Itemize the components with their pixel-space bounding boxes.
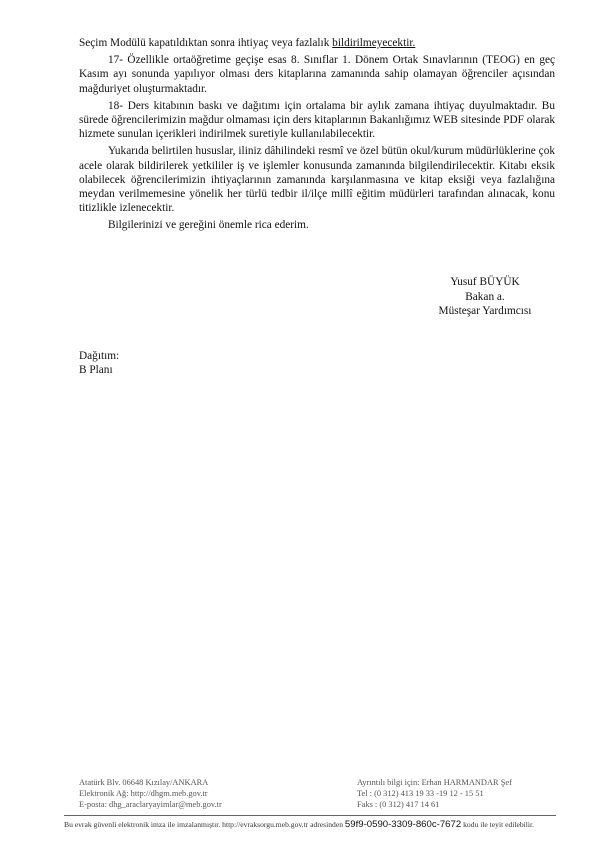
paragraph-closing: Bilgilerinizi ve gereğini önemle rica ederim. [108, 219, 309, 232]
signatory-name: Yusuf BÜYÜK [450, 276, 520, 288]
paragraph-instructions: Yukarıda belirtilen hususlar, iliniz dâhilindeki resmî ve özel bütün okul/kurum müdürlüklerine çok acele olarak bildirilerek yetkililer iş ve işlemler konusunda zamanında bilgilendirilecektir. Kitabı eksik olabilecek öğrencilerimizin ihtiyaçlarının zamanında karşılanmasına ve kitap eksiği veya fazlalığına meydan verilmemesine yönelik her türlü tedbir il/ilçe millî eğitim müdürleri tarafından alınacak, konu titizlikle izlenecektir. [79, 145, 555, 215]
signatory-title: Bakan a. [465, 290, 505, 303]
paragraph-item-17: 17- Özellikle ortaöğretime geçişe esas 8. Sınıflar 1. Dönem Ortak Sınavlarının (TEOG) en geç Kasım ayı sonunda yapılıyor olması ders kitaplarına zamanında sahip olamayan öğrenciler açısından mağduriyet oluşturmaktadır. [79, 54, 555, 95]
footer-address-block [79, 777, 319, 810]
paragraph-continuation [79, 36, 555, 50]
signatory-position: Müsteşar Yardımcısı [438, 305, 532, 318]
paragraph-text: Seçim Modülü kapatıldıktan sonra ihtiyaç veya fazlalık [79, 37, 333, 49]
distribution-block [79, 349, 119, 378]
signature-block [400, 275, 570, 319]
underlined-text: bildirilmeyecektir. [332, 37, 416, 49]
footer-divider [64, 815, 556, 816]
footer-contact: Ayrıntılı bilgi için: Erhan HARMANDAR Şef [357, 778, 512, 787]
letter-body [79, 36, 555, 236]
verification-line [64, 819, 564, 830]
verification-suffix: kodu ile teyit edilebilir. [463, 820, 534, 829]
verification-code: 59f9-0590-3309-860c-7672 [344, 819, 462, 830]
paragraph-item-18: 18- Ders kitabının baskı ve dağıtımı için ortalama bir aylık zamana ihtiyaç duyulmaktadır. Bu sürede öğrencilerimizin mağdur olmaması için ders kitaplarının Bakanlığımız WEB sitesinde PDF olarak hizmete sunulan içerikleri indirilmek suretiyle kullanılabilecektir. [79, 99, 555, 141]
footer-tel: Tel : (0 312) 413 19 33 -19 12 - 15 51 [357, 789, 484, 798]
footer-network-link[interactable]: Elektronik Ağ: http://dhgm.meb.gov.tr [79, 789, 208, 798]
footer-fax: Faks : (0 312) 417 14 61 [357, 800, 440, 809]
footer-email-link[interactable]: E-posta: dhg_araclaryayimlar@meb.gov.tr [79, 800, 222, 809]
footer-address: Atatürk Blv. 06648 Kızılay/ANKARA [79, 778, 209, 787]
distribution-label: Dağıtım: [79, 350, 120, 362]
verification-text: Bu evrak güvenli elektronik imza ile imzalanmıştır. http://evraksorgu.meb.gov.tr adresinden [64, 820, 343, 829]
distribution-value: B Planı [79, 364, 113, 377]
footer-contact-block [357, 777, 577, 810]
